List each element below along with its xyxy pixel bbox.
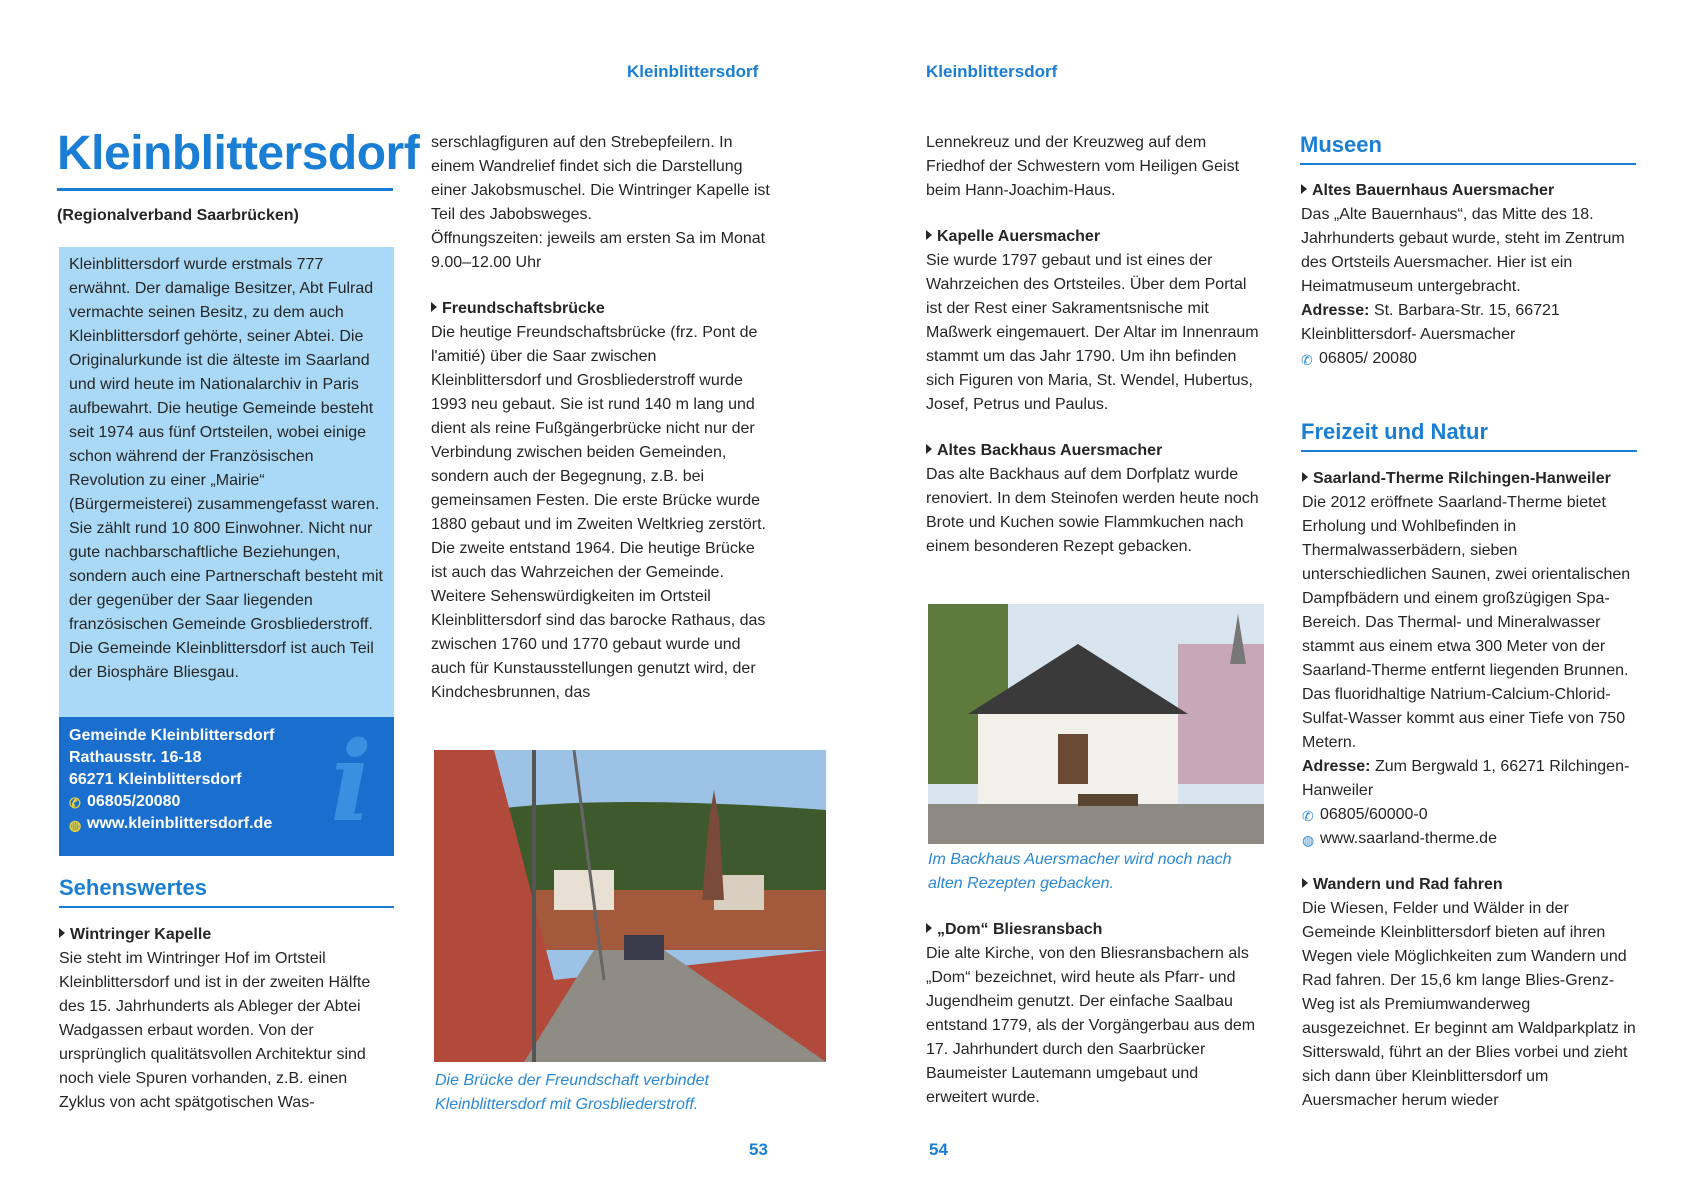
triangle-bullet-icon (1302, 878, 1308, 888)
weitere-cont: Lennekreuz und der Kreuzweg auf dem Friedhof der Schwestern vom Heiligen Geist beim Hann-Joachim-Haus. (926, 134, 1240, 199)
running-head-right: Kleinblittersdorf (926, 62, 1058, 81)
kapelle-text: Sie wurde 1797 gebaut und ist eines der Wahrzeichen des Ortsteiles. Über dem Portal ist der Rest einer Sakramentsnische mit Maßwerk eingemauert. Der Altar im Innenraum stammt um das Jahr 1790. Um ihn befinden sich Figuren von Maria, St. Wendel, Hubertus, Josef, Petrus und Paulus. (926, 252, 1259, 413)
section-heading-freizeit: Freizeit und Natur (1301, 419, 1489, 444)
therme-phone: 06805/60000-0 (1320, 806, 1428, 823)
museen-phone: 06805/ 20080 (1319, 350, 1417, 367)
column-4-freizeit (1302, 467, 1642, 1113)
therme-title: Saarland-Therme Rilchingen-Hanweiler (1313, 470, 1611, 487)
triangle-bullet-icon (59, 928, 65, 938)
globe-icon: ◍ (1302, 832, 1315, 848)
column-3-lower-text (926, 918, 1262, 1110)
info-box (59, 717, 394, 856)
section-rule (1301, 450, 1637, 452)
kapelle-title: Kapelle Auersmacher (937, 228, 1101, 245)
section-rule (1300, 163, 1636, 165)
triangle-bullet-icon (926, 923, 932, 933)
backhaus-text: Das alte Backhaus auf dem Dorfplatz wurde renoviert. In dem Steinofen werden heute noch Brote und Kuchen sowie Flammkuchen nach einem besonderen Rezept gebacken. (926, 466, 1259, 555)
page-number-right: 54 (929, 1140, 948, 1159)
triangle-bullet-icon (1302, 472, 1308, 482)
dom-text: Die alte Kirche, von den Bliesransbachern als „Dom“ bezeichnet, wird heute als Pfarr- und Jugendheim genutzt. Der einfache Saalbau entstand 1779, als der Vorgängerbau aus dem 17. Jahrhundert durch den Saarbrücker Baumeister Lautemann umgebaut und erweitert wurde. (926, 945, 1256, 1106)
address-label: Adresse: (1302, 758, 1371, 775)
therme-web[interactable]: www.saarland-therme.de (1320, 830, 1497, 847)
dom-title: „Dom“ Bliesransbach (937, 921, 1103, 938)
wintringer-hours: Öffnungszeiten: jeweils am ersten Sa im Monat 9.00–12.00 Uhr (431, 230, 766, 271)
therme-text: Die 2012 eröffnete Saarland-Therme bietet Erholung und Wohlbefinden in Thermalwasserbädern, sieben unterschiedlichen Saunen, zwei orientalischen Dampfbädern und einem großzügigen Spa-Bereich. Das Thermal- und Mineralwasser stammt aus einem etwa 300 Meter von der Saarland-Therme entfernt liegenden Brunnen. Das fluoridhaltige Natrium-Calcium-Chlorid-Sulfat-Wasser kommt aus einer Tiefe von 750 Metern. (1302, 494, 1631, 751)
phone-icon: ✆ (1302, 808, 1314, 824)
running-head-left: Kleinblittersdorf (627, 62, 759, 81)
backhaus-title: Altes Backhaus Auersmacher (937, 442, 1163, 459)
backhaus-photo (928, 604, 1264, 844)
info-name: Gemeinde Kleinblittersdorf (69, 727, 275, 744)
column-3-text (926, 131, 1262, 559)
wandern-title: Wandern und Rad fahren (1313, 876, 1503, 893)
wandern-text: Die Wiesen, Felder und Wälder in der Gemeinde Kleinblittersdorf bieten auf ihren Wegen viele Möglichkeiten zum Wandern und Rad fahren. Der 15,6 km lange Blies-Grenz-Weg ist als Premiumwanderweg ausgezeichnet. Er beginnt am Waldparkplatz in Sitterswald, führt an der Blies vorbei und zieht sich dann über Kleinblittersdorf um Auersmacher herum wieder (1302, 900, 1636, 1109)
info-phone: 06805/20080 (87, 793, 181, 810)
triangle-bullet-icon (1301, 184, 1307, 194)
intro-box (59, 247, 394, 717)
triangle-bullet-icon (926, 230, 932, 240)
info-icon: i (330, 717, 372, 846)
title-rule (57, 188, 393, 191)
subtitle: (Regionalverband Saarbrücken) (57, 207, 299, 224)
phone-icon: ✆ (1301, 352, 1313, 368)
museen-item-title: Altes Bauernhaus Auersmacher (1312, 182, 1555, 199)
info-street: Rathausstr. 16-18 (69, 749, 202, 766)
info-city: 66271 Kleinblittersdorf (69, 771, 242, 788)
bruecke-title: Freundschaftsbrücke (442, 300, 605, 317)
phone-icon: ✆ (69, 795, 81, 811)
intro-text: Kleinblittersdorf wurde erstmals 777 erwähnt. Der damalige Besitzer, Abt Fulrad vermachte seinen Besitz, zu dem auch Kleinblittersdorf gehörte, seiner Abtei. Die Originalurkunde ist die älteste im Saarland und wird heute im Nationalarchiv in Paris aufbewahrt. Die heutige Gemeinde besteht seit 1974 aus fünf Ortsteilen, wobei einige schon während der Französischen Revolution zu einer „Mairie“ (Bürgermeisterei) zusammengefasst waren. Sie zählt rund 10 800 Einwohner. Nicht nur gute nachbarschaftliche Beziehungen, sondern auch eine Partnerschaft besteht mit der gegenüber der Saar liegenden französischen Gemeinde Grosbliederstroff. Die Gemeinde Kleinblittersdorf ist auch Teil der Biosphäre Bliesgau. (69, 256, 383, 681)
triangle-bullet-icon (431, 302, 437, 312)
column-4-museen (1301, 179, 1637, 371)
museen-address: St. Barbara-Str. 15, 66721 Kleinblittersdorf- Auersmacher (1301, 302, 1560, 343)
section-rule (59, 906, 394, 908)
wintringer-text: Sie steht im Wintringer Hof im Ortsteil Kleinblittersdorf und ist in der zweiten Hälfte des 15. Jahrhunderts als Ableger der Abtei Wadgassen erbaut worden. Von der ursprünglich qualitätsvollen Architektur sind noch viele Spuren vorhanden, z.B. einen Zyklus von acht spätgotischen Was- (59, 950, 371, 1111)
address-label: Adresse: (1301, 302, 1370, 319)
globe-icon: ◍ (69, 817, 82, 833)
wintringer-title: Wintringer Kapelle (70, 926, 212, 943)
triangle-bullet-icon (926, 444, 932, 454)
weitere-text: Weitere Sehenswürdigkeiten im Ortsteil Kleinblittersdorf sind das barocke Rathaus, das zwischen 1760 und 1770 gebaut wurde und auch für Kunstausstellungen genutzt wird, der Kindchesbrunnen, das (431, 588, 766, 701)
bridge-photo (434, 750, 826, 1062)
page-title: Kleinblittersdorf (57, 127, 420, 180)
wintringer-cont: serschlagfiguren auf den Strebepfeilern. In einem Wandrelief findet sich die Darstellung einer Jakobsmuschel. Die Wintringer Kapelle ist Teil des Jabobsweges. (431, 134, 770, 223)
column-2-text (431, 131, 771, 705)
museen-item-text: Das „Alte Bauernhaus“, das Mitte des 18. Jahrhunderts gebaut wurde, steht im Zentrum des Ortsteils Auersmacher. Hier ist ein Heimatmuseum untergebracht. (1301, 206, 1625, 295)
section-heading-sehenswertes: Sehenswertes (59, 875, 207, 900)
info-web[interactable]: www.kleinblittersdorf.de (87, 815, 273, 832)
section-heading-museen: Museen (1300, 132, 1382, 157)
bruecke-text: Die heutige Freundschaftsbrücke (frz. Pont de l'amitié) über die Saar zwischen Kleinblittersdorf und Grosbliederstroff wurde 1993 neu gebaut. Sie ist rund 140 m lang und dient als reine Fußgängerbrücke nicht nur der Verbindung zwischen beiden Gemeinden, sondern auch der Begegnung, z.B. bei gemeinsamen Festen. Die erste Brücke wurde 1880 gebaut und im Zweiten Weltkrieg zerstört. Die zweite entstand 1964. Die heutige Brücke ist auch das Wahrzeichen der Gemeinde. (431, 324, 766, 581)
column-1-text (59, 923, 395, 1115)
page-number-left: 53 (749, 1140, 768, 1159)
backhaus-caption: Im Backhaus Auersmacher wird noch nach alten Rezepten gebacken. (928, 851, 1232, 892)
therme-address: Zum Bergwald 1, 66271 Rilchingen-Hanweiler (1302, 758, 1630, 799)
bridge-caption: Die Brücke der Freundschaft verbindet Kleinblittersdorf mit Grosbliederstroff. (435, 1072, 709, 1113)
